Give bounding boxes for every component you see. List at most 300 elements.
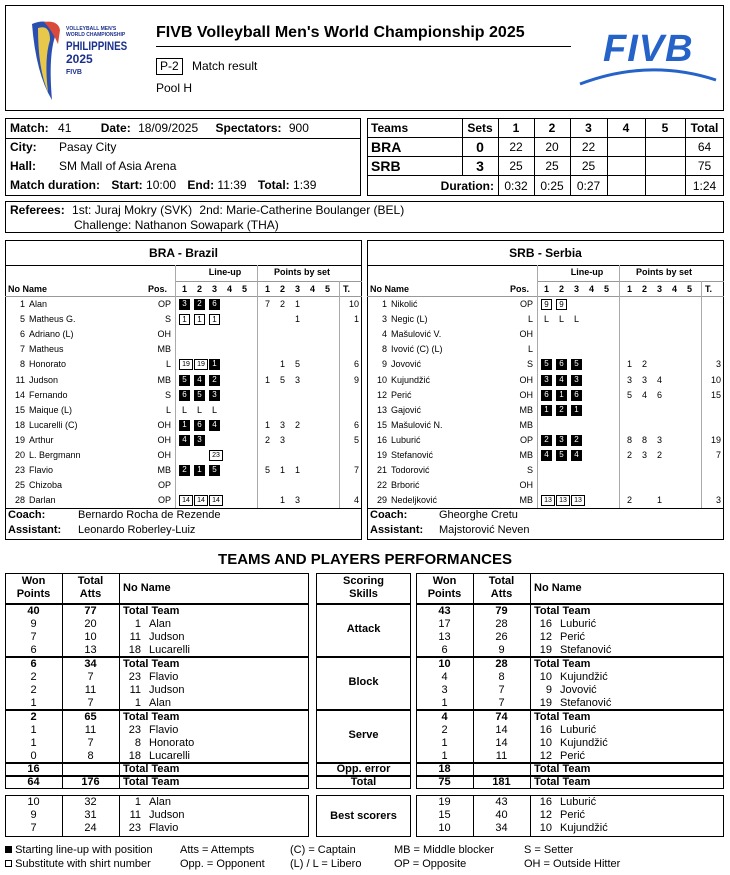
A-player-row: [5, 327, 362, 342]
A-name: Lucarelli: [149, 750, 190, 763]
points-set: [277, 342, 288, 357]
player-number: 10: [376, 374, 387, 385]
points-set: [307, 478, 318, 493]
A-name: Flavio: [149, 670, 179, 683]
player-number: 22: [376, 480, 387, 491]
points-set: 2: [626, 450, 632, 460]
player-total: 5: [353, 434, 359, 445]
B-atts: 28: [495, 657, 508, 670]
A-won: 6: [30, 657, 37, 670]
A-name: Alan: [149, 697, 172, 710]
points-set: [292, 478, 303, 493]
total-atts-header: Total: [488, 575, 515, 587]
lineup-set-header: 1: [543, 284, 549, 294]
player-position: OH: [519, 374, 533, 385]
player-number: 5: [19, 314, 25, 325]
player-total: [701, 342, 721, 357]
points-set: [669, 388, 680, 403]
player-total: 9: [353, 374, 359, 385]
points-set: 3: [279, 434, 285, 445]
legend-s: S = Setter: [524, 844, 574, 856]
A-atts: 31: [84, 808, 97, 821]
player-position: S: [526, 359, 533, 370]
total-atts-header-2: Atts: [79, 588, 102, 600]
A-name: Total Team: [123, 775, 180, 788]
lineup-set-header: 5: [603, 284, 609, 294]
B-won: 75: [438, 775, 451, 788]
A-no: 23: [128, 821, 141, 834]
points-set: [322, 312, 333, 327]
end-label: End:: [187, 178, 215, 192]
points-set: [262, 342, 273, 357]
points-set: [307, 327, 318, 342]
points-set-header: 3: [656, 284, 662, 294]
pos-header: Pos.: [510, 284, 530, 294]
starter-position: 6: [179, 390, 190, 401]
skill-attack: Attack: [346, 623, 381, 635]
points-set: [322, 403, 333, 418]
points-set: [669, 463, 680, 478]
points-set-header: 2: [279, 284, 285, 294]
player-position: OP: [157, 495, 171, 506]
A-won: 2: [30, 670, 37, 683]
city-label: City:: [10, 140, 37, 154]
no-name-header: No Name: [370, 284, 410, 294]
A-won: 1: [30, 697, 37, 710]
legend-starter: Starting line-up with position: [15, 844, 153, 856]
points-set: 6: [656, 389, 662, 400]
points-set-header: 5: [324, 284, 330, 294]
coach-label: Coach:: [8, 509, 46, 521]
A-player-row: [5, 463, 362, 478]
points-set: [322, 433, 333, 448]
points-set: 3: [656, 434, 662, 445]
libero-mark: L: [181, 404, 187, 415]
A-name: Total Team: [123, 762, 180, 775]
player-total: 10: [348, 299, 359, 309]
A-name: Total Team: [123, 657, 180, 670]
B-won: 1: [441, 750, 448, 763]
points-set: [322, 373, 333, 388]
starter-position: 3: [179, 299, 190, 310]
player-number: 1: [381, 299, 387, 309]
player-position: S: [164, 314, 171, 325]
score-header: 1: [512, 120, 520, 135]
player-number: 13: [376, 404, 387, 415]
player-number: 14: [14, 389, 25, 400]
A-won: 40: [27, 604, 40, 617]
points-set: [684, 388, 695, 403]
points-set: [639, 403, 650, 418]
A-no: 1: [134, 617, 141, 630]
A-won: 9: [30, 808, 37, 821]
start-value: 10:00: [146, 178, 177, 192]
score-header: Sets: [467, 120, 493, 135]
A-won: 64: [27, 775, 40, 788]
player-position: OH: [519, 480, 533, 491]
B-player-row: [367, 493, 724, 508]
starter-position: 4: [541, 450, 552, 461]
starter-position: 5: [194, 390, 205, 401]
B-name: Total Team: [534, 710, 591, 723]
points-set-header: 2: [641, 284, 647, 294]
starter-position: 2: [556, 405, 567, 416]
player-name: Honorato: [29, 359, 67, 370]
A-name: Alan: [149, 795, 172, 808]
starter-position: 6: [571, 390, 582, 401]
points-set: [684, 297, 695, 312]
B-won: 6: [441, 644, 448, 657]
A-atts: 65: [84, 710, 97, 723]
logo-line4: 2025: [66, 52, 93, 66]
A-won: 1: [30, 736, 37, 749]
points-set: [277, 478, 288, 493]
player-position: OH: [157, 329, 171, 340]
points-set: 2: [264, 434, 270, 445]
points-set: 5: [264, 465, 270, 476]
B-atts: 34: [495, 821, 508, 834]
substitute-number: 13: [571, 495, 585, 506]
starter-position: 1: [179, 420, 190, 431]
player-total: [339, 388, 359, 403]
A-won: 6: [30, 644, 37, 657]
B-name: Total Team: [534, 604, 591, 617]
player-name: Ivović (C) (L): [391, 344, 443, 355]
starter-position: 3: [541, 375, 552, 386]
score-cell-BRA: 64: [697, 139, 712, 154]
B-player-row: [367, 373, 724, 388]
player-total: [701, 403, 721, 418]
total-atts-header-2: Atts: [490, 588, 513, 600]
starter-position: 6: [209, 299, 220, 310]
B-name: Perić: [560, 750, 586, 763]
points-set: [307, 403, 318, 418]
points-set: [624, 463, 635, 478]
B-player-row: [367, 418, 724, 433]
points-set: [669, 433, 680, 448]
B-atts: 8: [498, 670, 505, 683]
B-atts: 43: [495, 795, 508, 808]
points-set: [277, 403, 288, 418]
skill-label: Total: [350, 775, 377, 788]
player-name: Flavio: [29, 465, 54, 476]
points-set: 8: [641, 434, 647, 445]
pool-label: Pool H: [156, 81, 193, 95]
won-points-header: Won: [21, 575, 46, 587]
score-cell-SRB: SRB: [371, 157, 401, 174]
A-no: 23: [128, 723, 141, 736]
duration-row: [10, 178, 316, 192]
points-set: [624, 403, 635, 418]
points-set: [669, 342, 680, 357]
points-set: [307, 312, 318, 327]
lineup-set-header: 4: [226, 284, 232, 294]
player-name: Luburić: [391, 434, 421, 445]
event-logo: [22, 14, 140, 102]
B-won: 43: [438, 604, 451, 617]
points-set: [624, 478, 635, 493]
starter-position: 3: [556, 435, 567, 446]
B-no: 10: [539, 670, 552, 683]
A-player-row: [5, 312, 362, 327]
A-assistant-row: [8, 524, 196, 536]
A-atts: 20: [84, 617, 97, 630]
player-number: 29: [376, 495, 387, 506]
performances-title: TEAMS AND PLAYERS PERFORMANCES: [218, 551, 512, 568]
duration-label: Match duration:: [10, 178, 100, 192]
player-position: L: [527, 344, 533, 355]
B-name: Luburić: [560, 617, 597, 630]
points-set: [322, 478, 333, 493]
B-no: 10: [539, 821, 552, 834]
legend: [5, 844, 725, 874]
player-name: Mašulović N.: [391, 419, 443, 430]
logo-line2: WORLD CHAMPIONSHIP: [66, 32, 126, 38]
points-set: [654, 357, 665, 372]
points-set: [639, 478, 650, 493]
points-set: [669, 312, 680, 327]
player-number: 8: [19, 359, 25, 370]
fivb-logo: [578, 28, 718, 88]
points-set: [624, 418, 635, 433]
score-cell-BRA: 0: [476, 138, 484, 155]
subheader-line: [175, 281, 362, 282]
player-name: Matheus G.: [29, 314, 76, 325]
referee-first: 1st: Juraj Mokry (SVK): [72, 203, 193, 217]
substitute-number: 9: [556, 299, 567, 310]
player-number: 21: [376, 465, 387, 476]
libero-mark: L: [211, 404, 217, 415]
B-name: Perić: [560, 630, 586, 643]
points-set: [292, 327, 303, 342]
points-set: 3: [294, 374, 300, 385]
starter-position: 3: [571, 375, 582, 386]
player-name: Adriano (L): [29, 329, 74, 340]
player-total: [701, 418, 721, 433]
player-total: 1: [353, 314, 359, 325]
player-position: OP: [157, 299, 171, 309]
lineup-set-header: 3: [573, 284, 579, 294]
B-assistant-row: [370, 524, 530, 536]
A-team-title: BRA - Brazil: [149, 246, 218, 260]
lineup-set-header: 2: [196, 284, 202, 294]
points-set: [669, 418, 680, 433]
points-set: [262, 388, 273, 403]
lineup-set-header: 1: [181, 284, 187, 294]
total-header: T.: [705, 284, 713, 294]
player-name: Fernando: [29, 389, 68, 400]
points-set: [639, 493, 650, 508]
player-name: Matheus: [29, 344, 64, 355]
A-no: 23: [128, 670, 141, 683]
A-name: Judson: [149, 808, 185, 821]
libero-mark: L: [573, 314, 579, 325]
points-set: 2: [626, 495, 632, 506]
points-set: [307, 297, 318, 312]
lineup-header: Line-up: [570, 267, 604, 277]
A-name: Honorato: [149, 736, 195, 749]
starter-position: 4: [571, 450, 582, 461]
player-number: 15: [376, 419, 387, 430]
player-position: MB: [157, 374, 171, 385]
player-position: L: [165, 404, 171, 415]
starter-position: 2: [541, 435, 552, 446]
points-set: [669, 357, 680, 372]
score-header: Total: [690, 120, 719, 135]
B-name: Total Team: [534, 775, 591, 788]
libero-mark: L: [543, 314, 549, 325]
player-name: Negic (L): [391, 314, 428, 325]
points-set: 1: [279, 495, 285, 506]
coach-name: Bernardo Rocha de Rezende: [78, 509, 221, 521]
points-set: [684, 357, 695, 372]
score-header: 2: [548, 120, 556, 135]
player-position: MB: [519, 450, 533, 460]
B-won: 3: [441, 683, 448, 696]
scoring-skills-header-2: Skills: [349, 588, 378, 600]
starter-position: 2: [179, 465, 190, 476]
A-name: Total Team: [123, 710, 180, 723]
player-position: S: [526, 465, 533, 476]
points-set: 3: [641, 374, 647, 385]
points-set-header: 1: [264, 284, 270, 294]
A-won: 7: [30, 630, 37, 643]
A-player-row: [5, 357, 362, 372]
player-number: 19: [376, 450, 387, 460]
points-set: [262, 493, 273, 508]
substitute-number: 14: [179, 495, 193, 506]
A-player-row: [5, 448, 362, 463]
points-set: [307, 357, 318, 372]
referee-second: 2nd: Marie-Catherine Boulanger (BEL): [199, 203, 405, 217]
B-no: 19: [539, 644, 552, 657]
skill-block: Block: [348, 676, 379, 688]
points-set: [322, 418, 333, 433]
player-number: 23: [14, 465, 25, 476]
points-set: [684, 327, 695, 342]
A-name: Alan: [149, 617, 172, 630]
B-won: 18: [438, 762, 451, 775]
referees-label: Referees:: [10, 203, 65, 217]
points-set: [684, 403, 695, 418]
player-total: [701, 478, 721, 493]
A-player-row: [5, 403, 362, 418]
starter-position: 6: [556, 359, 567, 370]
A-atts: 7: [87, 670, 94, 683]
hall-row: [10, 159, 177, 173]
B-no: 16: [539, 617, 552, 630]
lineup-set-header: 3: [211, 284, 217, 294]
points-set: [684, 448, 695, 463]
logo-line3: PHILIPPINES: [66, 39, 128, 53]
points-set-header: 1: [626, 284, 632, 294]
A-player-row: [5, 373, 362, 388]
player-total: 6: [353, 359, 359, 370]
legend-oh: OH = Outside Hitter: [524, 858, 621, 870]
player-total: 10: [710, 374, 721, 385]
player-number: 4: [381, 329, 387, 340]
player-name: Gajović: [391, 404, 422, 415]
player-position: MB: [519, 419, 533, 430]
challenge-referee: Challenge: Nathanon Sowapark (THA): [74, 218, 279, 232]
points-set: [262, 327, 273, 342]
B-atts: 14: [495, 736, 508, 749]
points-set: [669, 297, 680, 312]
points-set: [639, 342, 650, 357]
B-name: Stefanović: [560, 644, 612, 657]
score-header: 4: [622, 120, 630, 135]
A-atts: 11: [84, 683, 97, 696]
player-position: OH: [157, 434, 171, 445]
B-won: 4: [441, 710, 448, 723]
player-position: OH: [157, 419, 171, 430]
points-set: [322, 297, 333, 312]
A-no: 1: [134, 697, 141, 710]
B-won: 1: [441, 736, 448, 749]
B-won: 10: [438, 657, 451, 670]
A-player-row: [5, 433, 362, 448]
starter-position: 5: [556, 450, 567, 461]
starter-position: 1: [209, 359, 220, 370]
points-set: 5: [294, 359, 300, 370]
spectators-label: Spectators:: [215, 121, 282, 135]
points-set: 2: [279, 299, 285, 309]
B-coach-row: [370, 509, 518, 521]
B-no: 9: [545, 683, 552, 696]
A-won: 2: [30, 683, 37, 696]
set-duration: [645, 175, 685, 196]
player-name: Brborić: [391, 480, 420, 491]
player-total: 4: [353, 495, 359, 506]
B-player-row: [367, 463, 724, 478]
B-won: 1: [441, 697, 448, 710]
player-number: 15: [14, 404, 25, 415]
referees-row: [10, 203, 404, 217]
A-atts: 77: [84, 604, 97, 617]
A-no: 1: [134, 795, 141, 808]
score-header: Teams: [371, 120, 409, 135]
points-set: [639, 463, 650, 478]
player-number: 16: [376, 434, 387, 445]
B-name: Perić: [560, 808, 586, 821]
B-player-row: [367, 478, 724, 493]
points-set: 2: [656, 450, 662, 460]
A-player-row: [5, 418, 362, 433]
starter-position: 1: [194, 465, 205, 476]
score-header: 3: [585, 120, 592, 135]
A-player-row: [5, 493, 362, 508]
points-set: [292, 388, 303, 403]
substitute-number: 1: [209, 314, 220, 325]
player-number: 19: [14, 434, 25, 445]
B-player-row: [367, 297, 724, 312]
A-atts: 7: [87, 736, 94, 749]
substitute-number: 1: [194, 314, 205, 325]
player-total: [701, 312, 721, 327]
player-number: 8: [381, 344, 387, 355]
score-cell-BRA: 22: [509, 139, 523, 154]
A-no: 18: [128, 750, 141, 763]
no-name-header: No Name: [123, 582, 171, 594]
starter-position: 5: [541, 359, 552, 370]
won-points-header-2: Points: [16, 588, 51, 600]
A-atts: [62, 763, 119, 776]
player-name: Todorović: [391, 465, 430, 476]
B-atts: 7: [498, 683, 505, 696]
player-position: OH: [519, 389, 533, 400]
B-won: 4: [441, 670, 448, 683]
B-won: 19: [438, 795, 451, 808]
